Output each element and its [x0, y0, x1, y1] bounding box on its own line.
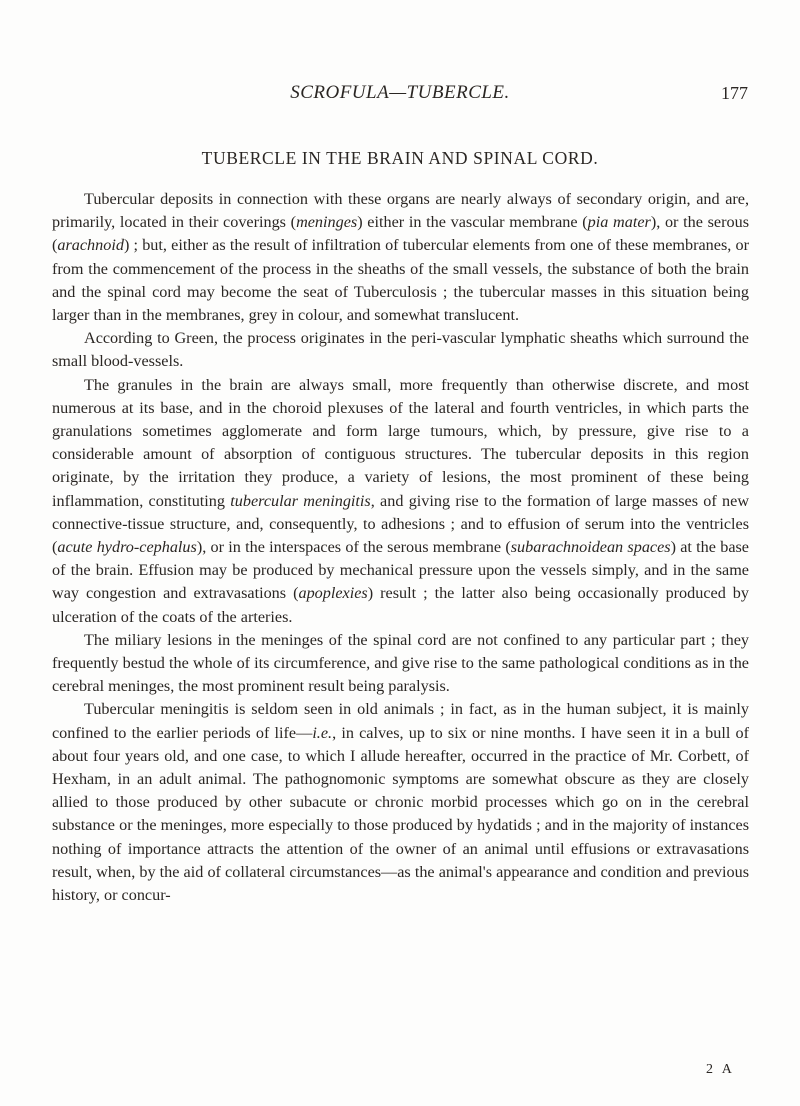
signature-mark: 2 A	[706, 1062, 735, 1077]
text-run: ) result ; the latter also being occasionally produced by ulceration of the coats of the arteries.	[52, 584, 749, 626]
text-run: , and giving rise to the formation of large masses of new connective-tissue structure, and, consequently, to adhesions ; and to effusion of serum into the ventricles (	[52, 491, 750, 557]
text-run: ), or the serous (	[52, 213, 749, 255]
text-run: ) ; but, either as the result of infiltration of tubercular elements from one of these membranes, or from the commencement of the process in the sheaths of the small vessels, the substance of both the brain and the spinal cord may become the seat of Tuberculosis ; the tubercular masses in this situation being larger than in the membranes, grey in colour, and somewhat translucent.	[52, 236, 749, 325]
paragraph	[52, 629, 749, 699]
text-run: ) either in the vascular membrane (	[357, 213, 588, 232]
text-run: ), or in the interspaces of the serous membrane (	[196, 538, 511, 557]
text-run: Tubercular meningitis is seldom seen in old animals ; in fact, as in the human subject, it is mainly confined to the earlier periods of life—	[52, 700, 749, 742]
page-number: 177	[721, 83, 748, 103]
paragraph	[52, 698, 749, 907]
italic-term: i.e.	[312, 723, 333, 742]
body-text	[52, 188, 749, 907]
italic-term: meninges	[296, 213, 358, 232]
text-run: ) at the base of the brain. Effusion may be produced by mechanical pressure upon the vessels simply, and in the same way congestion and extravasations (	[52, 538, 749, 603]
section-heading: TUBERCLE IN THE BRAIN AND SPINAL CORD.	[201, 148, 599, 168]
italic-term: arachnoid	[57, 236, 124, 255]
paragraph	[52, 327, 749, 373]
text-run: , in calves, up to six or nine months. I have seen it in a bull of about four years old, and one case, to which I allude hereafter, occurred in the practice of Mr. Corbett, of Hexham, in an adult animal. The pathognomonic symptoms are somewhat obscure as they are closely allied to those produced by other subacute or chronic morbid processes which go on in the cerebral substance or the meninges, more especially to those produced by hydatids ; and in the majority of instances nothing of importance attracts the attention of the owner of an animal until effusions or extravasations result, when, by the aid of collateral circumstances—as the animal's appearance and condition and previous history, or concur-	[52, 723, 749, 905]
text-run: The miliary lesions in the meninges of the spinal cord are not confined to any particular part ; they frequently bestud the whole of its circumference, and give rise to the same pathological conditions as in the cerebral meninges, the most prominent result being paralysis.	[52, 630, 749, 696]
italic-term: subarachnoidean spaces	[510, 538, 671, 557]
italic-term: tubercular meningitis	[230, 491, 371, 510]
italic-term: apoplexies	[298, 584, 368, 603]
running-head	[0, 82, 800, 112]
paragraph	[52, 374, 749, 629]
paragraph	[52, 188, 749, 327]
running-title: SCROFULA—TUBERCLE.	[290, 82, 510, 103]
italic-term: pia mater	[587, 213, 651, 232]
text-run: According to Green, the process originates in the peri-vascular lymphatic sheaths which surround the small blood-vessels.	[52, 329, 749, 371]
italic-term: acute hydro-cephalus	[57, 538, 197, 557]
text-run: The granules in the brain are always small, more frequently than otherwise discrete, and most numerous at its base, and in the choroid plexuses of the lateral and fourth ventricles, in which parts the granulations sometimes agglomerate and form large tumours, which, by pressure, give rise to a considerable amount of absorption of contiguous structures. The tubercular deposits in this region originate, by the irritation they produce, a variety of lesions, the most prominent of these being inflammation, constituting	[52, 375, 749, 510]
text-run: Tubercular deposits in connection with these organs are nearly always of secondary origin, and are, primarily, located in their coverings (	[52, 190, 749, 232]
